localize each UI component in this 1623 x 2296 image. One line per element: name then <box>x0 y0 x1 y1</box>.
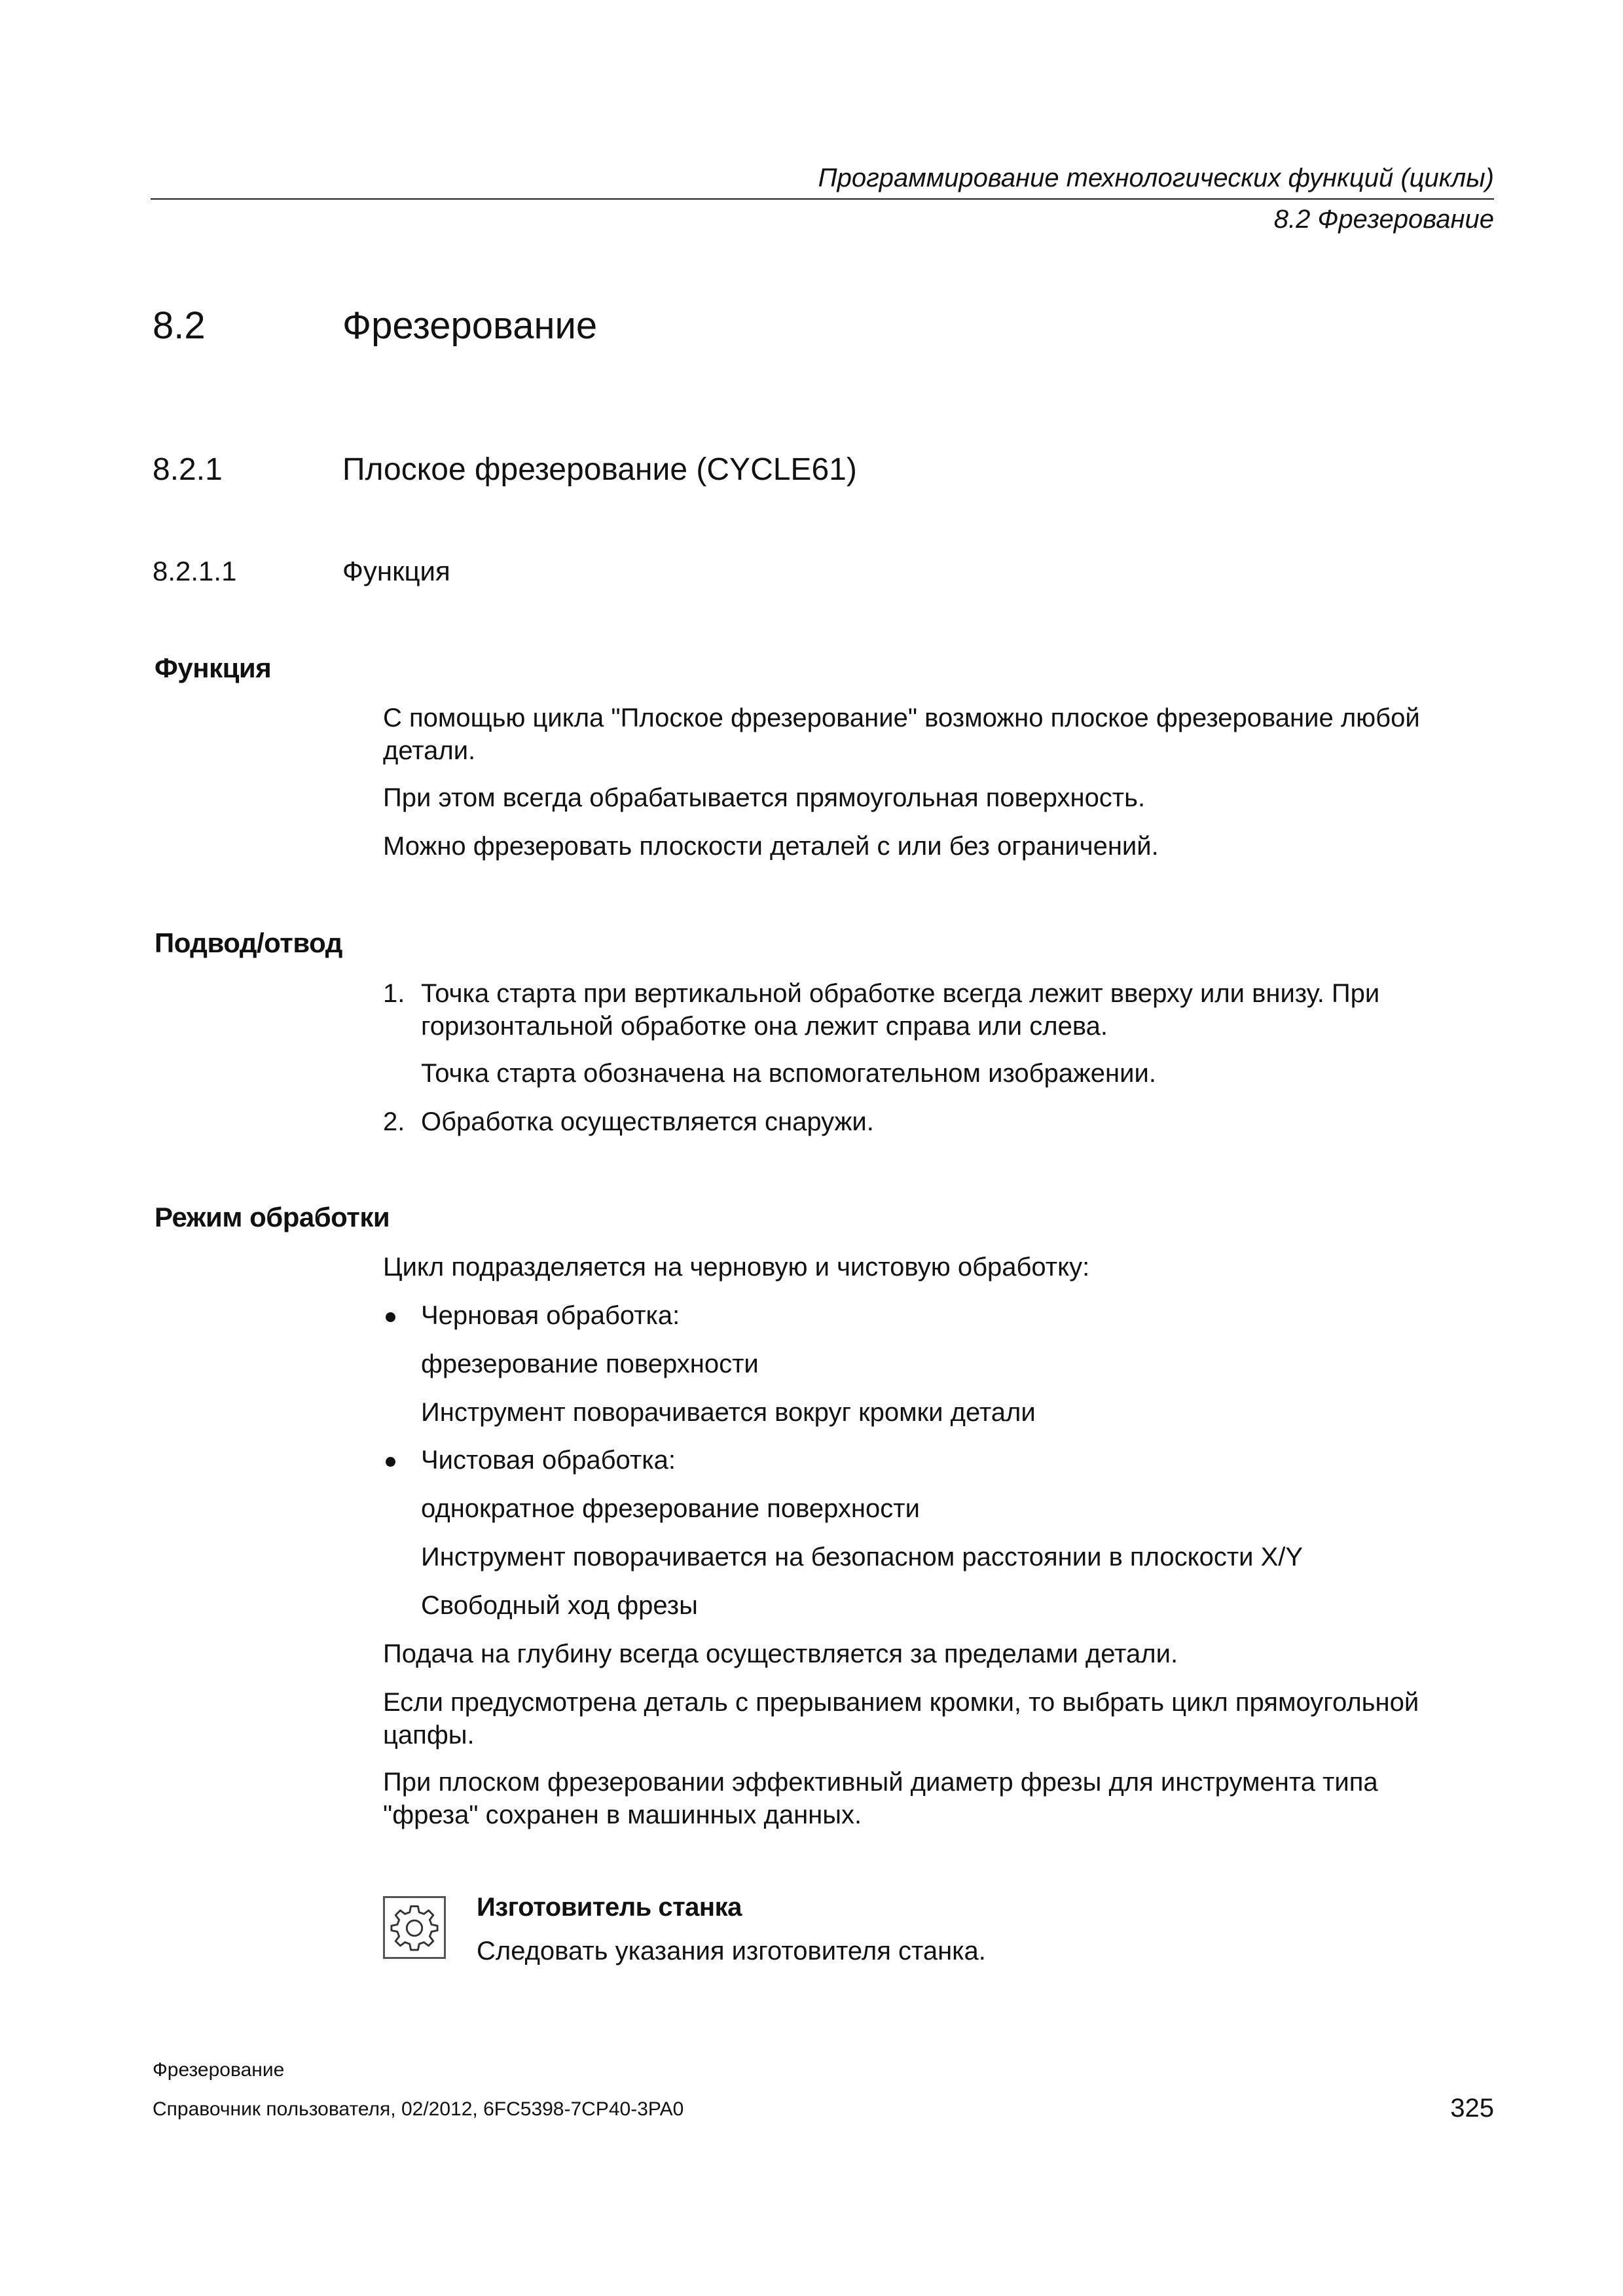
mode-paragraph-2-line-1: Если предусмотрена деталь с прерыванием кромки, то выбрать цикл прямоугольной <box>383 1688 1419 1717</box>
note-text: Следовать указания изготовителя станка. <box>477 1937 986 1965</box>
side-heading-mode: Режим обработки <box>155 1202 390 1232</box>
running-header-section: 8.2 Фрезерование <box>1273 205 1494 234</box>
bullet-finishing: Чистовая обработка: <box>421 1446 676 1475</box>
roughing-line-1: фрезерование поверхности <box>421 1350 759 1378</box>
mode-paragraph-3-line-2: "фреза" сохранен в машинных данных. <box>383 1801 862 1829</box>
running-header-chapter: Программирование технологических функций (циклы) <box>818 164 1494 192</box>
gear-icon <box>383 1896 446 1959</box>
bullet-icon <box>386 1312 395 1322</box>
mode-paragraph-3-line-1: При плоском фрезеровании эффективный диаметр фрезы для инструмента типа <box>383 1768 1378 1797</box>
page-number: 325 <box>1450 2094 1494 2123</box>
list-item-1-number: 1. <box>383 979 405 1008</box>
bullet-roughing: Черновая обработка: <box>421 1301 680 1330</box>
note-title: Изготовитель станка <box>477 1893 742 1922</box>
function-paragraph-1-line-1: С помощью цикла "Плоское фрезерование" возможно плоское фрезерование любой <box>383 704 1420 732</box>
roughing-line-2: Инструмент поворачивается вокруг кромки детали <box>421 1398 1036 1427</box>
function-paragraph-3: Можно фрезеровать плоскости деталей с или без ограничений. <box>383 832 1159 861</box>
list-item-1-line-2: горизонтальной обработке она лежит справа или слева. <box>421 1012 1108 1041</box>
mode-paragraph-1: Подача на глубину всегда осуществляется за пределами детали. <box>383 1640 1178 1668</box>
header-rule <box>151 198 1494 200</box>
heading-3-number: 8.2.1.1 <box>153 556 237 586</box>
function-paragraph-1-line-2: детали. <box>383 736 476 765</box>
heading-2-number: 8.2.1 <box>153 452 223 487</box>
finishing-line-3: Свободный ход фрезы <box>421 1591 698 1620</box>
function-paragraph-2: При этом всегда обрабатывается прямоугольная поверхность. <box>383 783 1146 812</box>
mode-paragraph-2-line-2: цапфы. <box>383 1721 475 1749</box>
footer-document-info: Справочник пользователя, 02/2012, 6FC5398-7CP40-3PA0 <box>153 2098 684 2120</box>
side-heading-approach: Подвод/отвод <box>155 927 342 958</box>
finishing-line-1: однократное фрезерование поверхности <box>421 1494 920 1523</box>
list-item-2-text: Обработка осуществляется снаружи. <box>421 1107 874 1136</box>
footer-document-title: Фрезерование <box>153 2059 285 2081</box>
heading-1-title: Фрезерование <box>342 304 598 347</box>
heading-1-number: 8.2 <box>153 304 206 347</box>
heading-3-title: Функция <box>342 556 450 586</box>
bullet-icon <box>386 1457 395 1467</box>
side-heading-function: Функция <box>155 653 272 683</box>
list-item-2-number: 2. <box>383 1107 405 1136</box>
heading-2-title: Плоское фрезерование (CYCLE61) <box>342 452 857 487</box>
mode-intro: Цикл подразделяется на черновую и чистовую обработку: <box>383 1253 1090 1282</box>
list-item-1-line-1: Точка старта при вертикальной обработке всегда лежит вверху или внизу. При <box>421 979 1380 1008</box>
list-item-1-note: Точка старта обозначена на вспомогательном изображении. <box>421 1059 1156 1088</box>
finishing-line-2: Инструмент поворачивается на безопасном расстоянии в плоскости X/Y <box>421 1543 1304 1571</box>
